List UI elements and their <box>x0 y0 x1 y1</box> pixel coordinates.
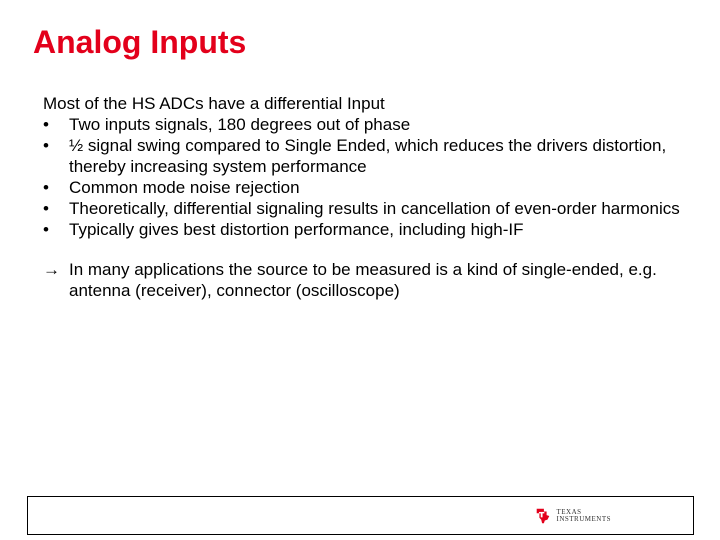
bullet-text: Typically gives best distortion performance, including high-IF <box>69 220 524 239</box>
bullet-text: Common mode noise rejection <box>69 178 300 197</box>
arrow-paragraph <box>43 259 683 301</box>
bullet-item <box>43 219 683 240</box>
logo-line-2: INSTRUMENTS <box>556 515 611 523</box>
logo-line-1: TEXAS <box>556 508 582 516</box>
logo-wordmark <box>556 509 611 523</box>
bullet-item <box>43 177 683 198</box>
bullet-list <box>43 114 683 240</box>
bullet-item <box>43 114 683 135</box>
bullet-text: Two inputs signals, 180 degrees out of phase <box>69 115 411 134</box>
intro-text: Most of the HS ADCs have a differential Input <box>43 94 385 113</box>
bullet-text: ½ signal swing compared to Single Ended, which reduces the drivers distortion, thereby increasing system performance <box>69 136 667 176</box>
bullet-text: Theoretically, differential signaling results in cancellation of even-order harmonics <box>69 199 680 218</box>
bullet-item <box>43 198 683 219</box>
bullet-icon: • <box>43 136 49 155</box>
texas-instruments-logo-icon <box>534 507 552 525</box>
slide-title: Analog Inputs <box>33 24 247 60</box>
bullet-item <box>43 135 683 177</box>
bullet-icon: • <box>43 115 49 134</box>
slide-body <box>43 93 683 301</box>
right-arrow-icon: → <box>43 260 60 279</box>
bullet-icon: • <box>43 178 49 197</box>
bullet-icon: • <box>43 199 49 218</box>
company-logo <box>534 507 611 525</box>
footer-bar <box>27 496 694 535</box>
bullet-icon: • <box>43 220 49 239</box>
arrow-text: In many applications the source to be measured is a kind of single-ended, e.g. antenna (receiver), connector (oscilloscope) <box>69 260 657 300</box>
